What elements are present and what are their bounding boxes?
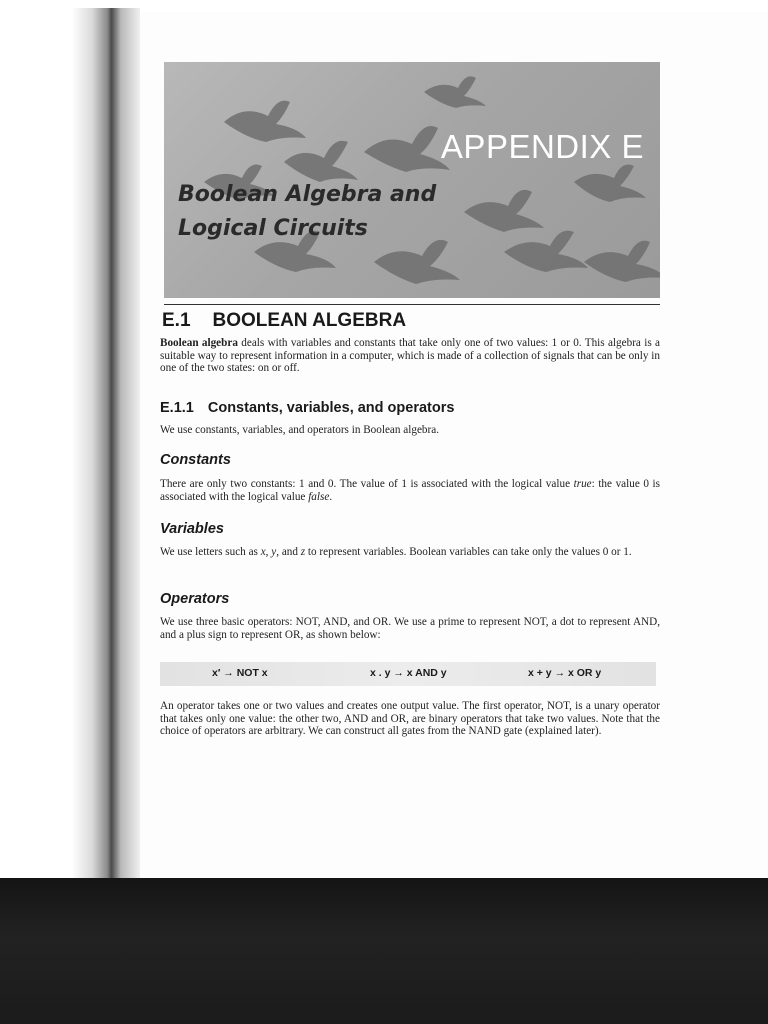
section-divider bbox=[164, 304, 660, 305]
constants-text-b: : the value 0 is associated with the logical value bbox=[160, 478, 660, 503]
true-word: true bbox=[573, 478, 592, 490]
operators-table bbox=[160, 662, 656, 686]
chapter-title-line-2: Logical Circuits bbox=[178, 216, 368, 241]
variables-text-b: to represent variables. Boolean variables can take only the values 0 or 1. bbox=[305, 546, 632, 558]
intro-paragraph bbox=[160, 337, 660, 375]
constants-heading: Constants bbox=[160, 452, 231, 468]
operators-heading: Operators bbox=[160, 591, 230, 607]
var-x: x bbox=[260, 546, 266, 558]
variables-sep-1: , bbox=[265, 546, 272, 558]
subsection-title: Constants, variables, and operators bbox=[207, 400, 455, 416]
subsection-intro-paragraph: We use constants, variables, and operators in Boolean algebra. bbox=[160, 424, 440, 436]
subsection-number: E.1.1 bbox=[160, 400, 194, 416]
book-binding-shadow bbox=[72, 8, 140, 880]
variables-text-a: We use letters such as bbox=[160, 546, 261, 558]
chapter-title-line-1: Boolean Algebra and bbox=[178, 182, 437, 207]
operators-closing-paragraph: An operator takes one or two values and creates one output value. The first operator, NOT, is a unary operator that takes only one value: the other two, AND and OR, are binary operators that take two values. Note that the choice of operators are arbitrary. We can construct all gates from the NAND gate (explained later). bbox=[160, 700, 660, 738]
desk-surface bbox=[0, 878, 768, 1024]
var-y: y bbox=[271, 546, 277, 558]
operators-paragraph: We use three basic operators: NOT, AND, and OR. We use a prime to represent NOT, a dot to represent AND, and a plus sign to represent OR, as shown below: bbox=[160, 616, 660, 641]
constants-text-c: . bbox=[329, 490, 333, 503]
intro-text: deals with variables and constants that take only one of two values: 1 or 0. This algebra is a suitable way to represent information in a computer, which is made of a collection of signals that can be only in one of the two states: on or off. bbox=[160, 337, 660, 375]
subsection-heading bbox=[160, 400, 454, 416]
variables-sep-2: , and bbox=[276, 546, 301, 558]
operator-or: x + y → x OR y bbox=[528, 667, 602, 679]
constants-text-a: There are only two constants: 1 and 0. The value of 1 is associated with the logical value bbox=[160, 478, 574, 490]
constants-paragraph bbox=[160, 478, 660, 503]
section-title: BOOLEAN ALGEBRA bbox=[212, 310, 407, 331]
chapter-banner bbox=[164, 62, 660, 298]
false-word: false bbox=[308, 490, 330, 503]
section-heading bbox=[162, 310, 406, 332]
var-z: z bbox=[300, 546, 306, 558]
section-number: E.1 bbox=[162, 310, 191, 331]
appendix-label: APPENDIX E bbox=[440, 128, 644, 165]
variables-heading: Variables bbox=[160, 521, 224, 537]
variables-paragraph bbox=[160, 546, 660, 559]
chapter-title bbox=[178, 178, 436, 246]
operator-and: x . y → x AND y bbox=[370, 667, 447, 679]
operator-not: x′ → NOT x bbox=[212, 667, 268, 679]
term-boolean-algebra: Boolean algebra bbox=[160, 337, 238, 349]
